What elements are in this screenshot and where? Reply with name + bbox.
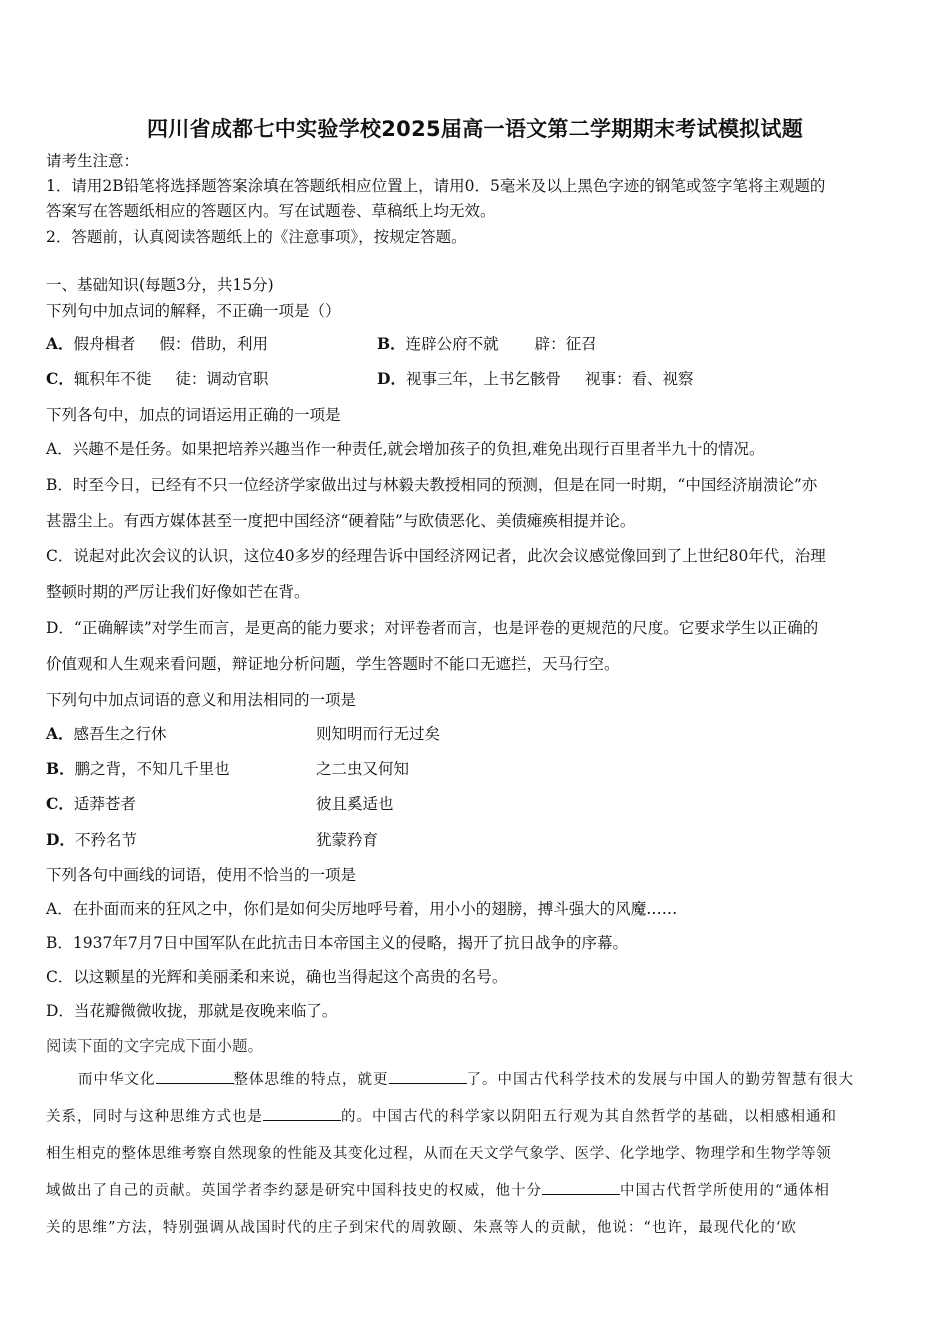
q1-row-cd — [46, 368, 906, 390]
answer-blank[interactable] — [263, 1106, 341, 1121]
passage-line-3: 相生相克的整体思维考察自然现象的性能及其变化过程，从而在天文学气象学、医学、化学地学、物理学和生物学等领 — [46, 1146, 832, 1162]
q2-option-c-line2: 整顿时期的严厉让我们好像如芒在背。 — [46, 583, 310, 601]
q2-option-b-line1: B．时至今日，已经有不只一位经济学家做出过与林毅夫教授相同的预测，但是在同一时期，“中国经济崩溃论”亦 — [46, 476, 818, 494]
q1-option-c-text: 辄积年不徙 — [73, 370, 152, 388]
q2-option-a: A．兴趣不是任务。如果把培养兴趣当作一种责任,就会增加孩子的负担,难免出现行百里者半九十的情况。 — [46, 440, 765, 458]
q3-option-label: D． — [46, 830, 75, 849]
q1-option-c-note: 徒：调动官职 — [175, 370, 269, 388]
q3-option-right: 之二虫又何知 — [316, 760, 410, 778]
page-title: 四川省成都七中实验学校2025届高一语文第二学期期末考试模拟试题 — [146, 117, 804, 141]
reading-intro: 阅读下面的文字完成下面小题。 — [46, 1037, 264, 1055]
passage-line-1 — [78, 1069, 854, 1091]
q3-option-label: C． — [46, 794, 74, 813]
q2-option-d-line2: 价值观和人生观来看问题，辩证地分析问题，学生答题时不能口无遮拦，天马行空。 — [46, 655, 620, 673]
passage-text: 而中华文化 — [78, 1072, 156, 1088]
q4-option-d: D．当花瓣微微收拢，那就是夜晚来临了。 — [46, 1002, 338, 1020]
q1-option-a-note: 假：借助，利用 — [159, 335, 269, 353]
q4-option-c: C．以这颗星的光辉和美丽柔和来说，确也当得起这个高贵的名号。 — [46, 968, 508, 986]
q3-option-left: 适莽苍者 — [73, 795, 136, 813]
notice-line-1: 1．请用2B铅笔将选择题答案涂填在答题纸相应位置上，请用0．5毫米及以上黑色字迹的钢笔或签字笔将主观题的 — [46, 177, 826, 195]
passage-line-4 — [46, 1180, 830, 1202]
q1-option-a-text: 假舟楫者 — [73, 335, 136, 353]
q3-option-label: B． — [46, 759, 75, 778]
q3-stem: 下列句中加点词语的意义和用法相同的一项是 — [46, 691, 357, 709]
passage-text: 的。中国古代的科学家以阴阳五行观为其自然哲学的基础，以相感相通和 — [341, 1109, 837, 1125]
q3-option-right: 则知明而行无过矣 — [316, 725, 441, 743]
q3-option-label: A． — [46, 724, 74, 743]
q1-option-d-note: 视事：看、视察 — [584, 370, 694, 388]
q4-option-b: B．1937年7月7日中国军队在此抗击日本帝国主义的侵略，揭开了抗日战争的序幕。 — [46, 934, 629, 952]
q1-option-d-text: 视事三年，上书乞骸骨 — [405, 370, 561, 388]
q1-option-b-text: 连辟公府不就 — [405, 335, 499, 353]
answer-blank[interactable] — [542, 1180, 620, 1195]
q1-option-b-label: B． — [377, 334, 406, 353]
q3-option-left: 不矜名节 — [74, 831, 137, 849]
q3-option-right: 犹蒙矜育 — [316, 831, 379, 849]
answer-blank[interactable] — [389, 1069, 467, 1084]
q3-option-a — [46, 723, 906, 745]
q1-option-b-note: 辟：征召 — [534, 335, 597, 353]
passage-text: 中国古代哲学所使用的“通体相 — [620, 1183, 830, 1199]
passage-text: 域做出了自己的贡献。英国学者李约瑟是研究中国科技史的权威，他十分 — [46, 1183, 542, 1199]
q2-option-d-line1: D．“正确解读”对学生而言，是更高的能力要求；对评卷者而言，也是评卷的更规范的尺度。它要求学生以正确的 — [46, 619, 819, 637]
notice-heading: 请考生注意： — [46, 152, 140, 170]
q3-option-left: 感吾生之行休 — [73, 725, 167, 743]
q2-option-c-line1: C．说起对此次会议的认识，这位40多岁的经理告诉中国经济网记者，此次会议感觉像回到了上世纪80年代，治理 — [46, 547, 826, 565]
q3-option-left: 鹏之背，不知几千里也 — [74, 760, 230, 778]
q1-row-ab — [46, 333, 906, 355]
passage-line-2 — [46, 1106, 837, 1128]
q3-option-right: 彼且奚适也 — [316, 795, 394, 813]
q1-option-d — [377, 368, 693, 390]
q4-option-a: A．在扑面而来的狂风之中，你们是如何尖厉地呼号着，用小小的翅膀，搏斗强大的风魔…… — [46, 900, 678, 918]
notice-line-3: 2．答题前，认真阅读答题纸上的《注意事项》，按规定答题。 — [46, 228, 467, 246]
q2-stem: 下列各句中，加点的词语运用正确的一项是 — [46, 406, 341, 424]
q1-option-c-label: C． — [46, 369, 74, 388]
q4-stem: 下列各句中画线的词语，使用不恰当的一项是 — [46, 866, 357, 884]
q1-option-b — [377, 333, 597, 355]
q1-option-d-label: D． — [377, 369, 406, 388]
q1-option-a-label: A． — [46, 334, 74, 353]
q3-option-d — [46, 829, 906, 851]
passage-text: 整体思维的特点，就更 — [233, 1072, 389, 1088]
notice-line-2: 答案写在答题纸相应的答题区内。写在试题卷、草稿纸上均无效。 — [46, 202, 496, 220]
q3-option-c — [46, 793, 906, 815]
passage-text: 了。中国古代科学技术的发展与中国人的勤劳智慧有很大 — [466, 1072, 854, 1088]
q3-option-b — [46, 758, 906, 780]
passage-line-5: 关的思维”方法，特别强调从战国时代的庄子到宋代的周敦颐、朱熹等人的贡献，他说：“也许，最现代化的‘欧 — [46, 1220, 797, 1236]
answer-blank[interactable] — [156, 1069, 234, 1084]
q2-option-b-line2: 甚嚣尘上。有西方媒体甚至一度把中国经济“硬着陆”与欧债恶化、美债瘫痪相提并论。 — [46, 512, 636, 530]
section-heading: 一、基础知识(每题3分，共15分) — [46, 276, 274, 294]
passage-text: 关系，同时与这种思维方式也是 — [46, 1109, 263, 1125]
q1-stem: 下列句中加点词的解释，不正确一项是（） — [46, 302, 341, 320]
